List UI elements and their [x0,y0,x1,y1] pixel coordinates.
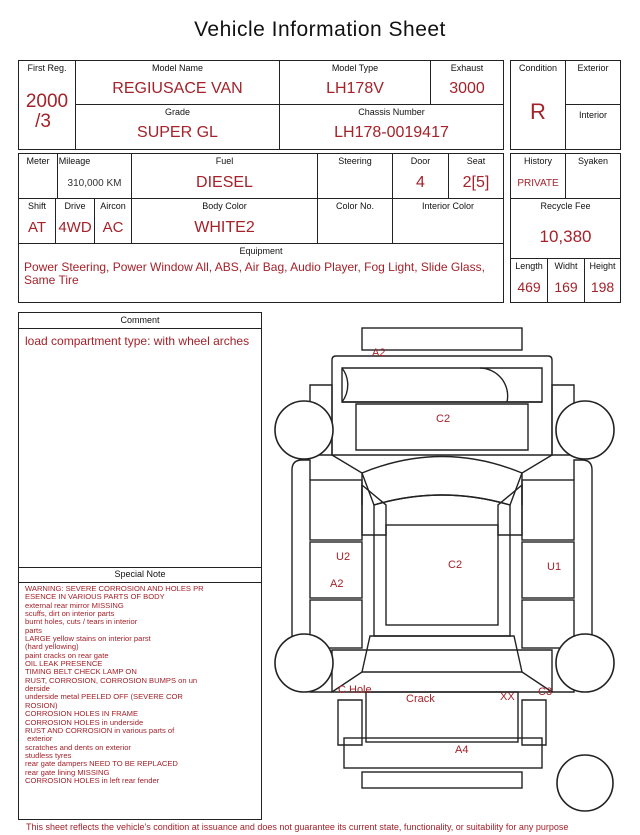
comment-label: Comment [120,315,160,325]
special-note-line: rear gate dampers NEED TO BE REPLACED [25,759,178,769]
exhaust-value: 3000 [449,80,485,97]
exterior-cell [565,60,621,105]
width-value: 169 [554,279,578,295]
fuel-label: Fuel [215,156,234,166]
special-note-line: WARNING: SEVERE CORROSION AND HOLES PR [25,584,204,593]
chassis-cell [279,104,504,150]
model-type-cell [279,60,431,105]
damage-mark: C Hole [338,684,372,696]
special-note-box [18,567,262,820]
drive-label: Drive [64,201,86,211]
grade-cell [75,104,280,150]
comment-box [18,312,262,568]
model-name-value: REGIUSACE VAN [112,80,243,97]
shift-cell [18,198,56,244]
special-note-line: RUST, CORROSION, CORROSION BUMPS on un [25,675,198,685]
seat-cell [448,153,504,199]
special-note-line: scuffs, dirt on interior parts [25,609,115,619]
mileage-cell [57,153,132,199]
damage-mark: A2 [372,347,386,359]
body-color-value: WHITE2 [194,219,255,236]
interior-color-label: Interior Color [421,201,475,211]
exterior-label: Exterior [577,63,609,73]
interior-cell [565,104,621,150]
special-note-line: LARGE yellow stains on interior parst [25,634,151,644]
meter-label: Meter [26,156,50,166]
grade-value: SUPER GL [137,124,218,141]
syaken-label: Syaken [577,156,609,166]
shift-value: AT [27,219,47,236]
mileage-label: Mileage [58,156,91,166]
damage-mark: C2 [448,559,463,571]
special-note-line: OIL LEAK PRESENCE [25,659,103,669]
exhaust-label: Exhaust [450,63,484,73]
recycle-value: 10,380 [539,227,592,246]
height-value: 198 [590,279,615,295]
special-note-line: underside metal PEELED OFF (SEVERE COR [25,692,183,702]
steering-label: Steering [338,156,372,166]
syaken-cell [565,153,621,199]
special-note-line: derside [25,684,50,694]
height-label: Height [589,261,616,271]
width-cell [547,258,585,303]
mileage-value: 310,000 KM [67,178,122,189]
first-reg-cell [18,60,76,150]
first-reg-month: /3 [35,111,51,132]
history-label: History [523,156,552,166]
damage-mark: C2 [436,413,451,425]
model-type-label: Model Type [331,63,379,73]
model-name-label: Model Name [151,63,204,73]
steering-cell [317,153,393,199]
condition-value: R [530,99,546,124]
height-cell [584,258,621,303]
vehicle-damage-diagram [270,320,620,820]
special-note-line: scratches and dents on exterior [25,742,131,752]
special-note-line: external rear mirror MISSING [25,600,124,610]
equipment-label: Equipment [239,246,283,256]
grade-label: Grade [164,107,190,117]
special-note-line: CORROSION HOLES in underside [25,717,144,727]
exhaust-cell [430,60,504,105]
damage-mark: A2 [330,578,344,590]
chassis-label: Chassis Number [358,107,425,117]
aircon-label: Aircon [100,201,126,211]
length-value: 469 [517,279,541,295]
body-color-cell [131,198,318,244]
interior-label: Interior [578,110,607,120]
color-no-cell [317,198,393,244]
width-label: Widht [554,261,578,271]
damage-mark: C3 [538,686,553,698]
fuel-cell [131,153,318,199]
special-note-line: rear gate lining MISSING [25,767,110,777]
damage-mark: U1 [547,561,562,573]
length-cell [510,258,548,303]
shift-label: Shift [27,201,46,211]
special-note-line: RUST AND CORROSION in various parts of [25,725,175,735]
special-note-line: ESENCE IN VARIOUS PARTS OF BODY [25,592,165,602]
chassis-value: LH178-0019417 [334,124,449,141]
seat-label: Seat [466,156,486,166]
special-note-line: CORROSION HOLES in left rear fender [25,775,160,785]
model-name-cell [75,60,280,105]
fuel-value: DIESEL [196,174,253,191]
history-cell [510,153,566,199]
special-note-line: ROSION) [25,700,58,710]
damage-mark: A4 [455,744,469,756]
special-note-line: paint cracks on rear gate [25,650,109,660]
history-value: PRIVATE [517,178,559,189]
aircon-value: AC [102,219,124,236]
special-note-label: Special Note [114,569,166,579]
condition-cell [510,60,566,150]
drive-value: 4WD [58,219,92,236]
damage-mark: XX [500,691,515,703]
length-label: Length [515,261,543,271]
special-note-line: (hard yellowing) [25,642,79,652]
equipment-cell [18,243,504,303]
model-type-value: LH178V [326,80,384,97]
door-cell [392,153,449,199]
special-note-line: exterior [25,734,53,744]
damage-mark: U2 [336,551,351,563]
door-value: 4 [416,174,425,191]
aircon-cell [94,198,132,244]
recycle-cell [510,198,621,259]
special-note-list [25,585,257,785]
color-no-label: Color No. [335,201,374,211]
special-note-line: CORROSION HOLES IN FRAME [25,709,139,719]
special-note-line: burnt holes, cuts / tears in interior [25,617,138,627]
interior-color-cell [392,198,504,244]
condition-label: Condition [518,63,558,73]
door-label: Door [410,156,431,166]
disclaimer-footer: This sheet reflects the vehicle's condition at issuance and does not guarantee its current state, functionality, or suitability for any purpose [26,822,569,832]
comment-text: load compartment type: with wheel arches [25,334,250,348]
equipment-value: Power Steering, Power Window All, ABS, Air Bag, Audio Player, Fog Light, Slide Glass, Same Tire [24,260,485,287]
seat-value: 2[5] [462,174,490,191]
recycle-label: Recycle Fee [540,201,591,211]
first-reg-year: 2000 [25,91,69,112]
body-color-label: Body Color [202,201,247,211]
drive-cell [55,198,95,244]
special-note-line: TIMING BELT CHECK LAMP ON [25,667,137,677]
special-note-line: studless tyres [25,750,72,760]
damage-mark: Crack [406,693,435,705]
special-note-line: parts [25,625,42,635]
page-title: Vehicle Information Sheet [194,18,446,41]
first-reg-label: First Reg. [27,63,67,73]
